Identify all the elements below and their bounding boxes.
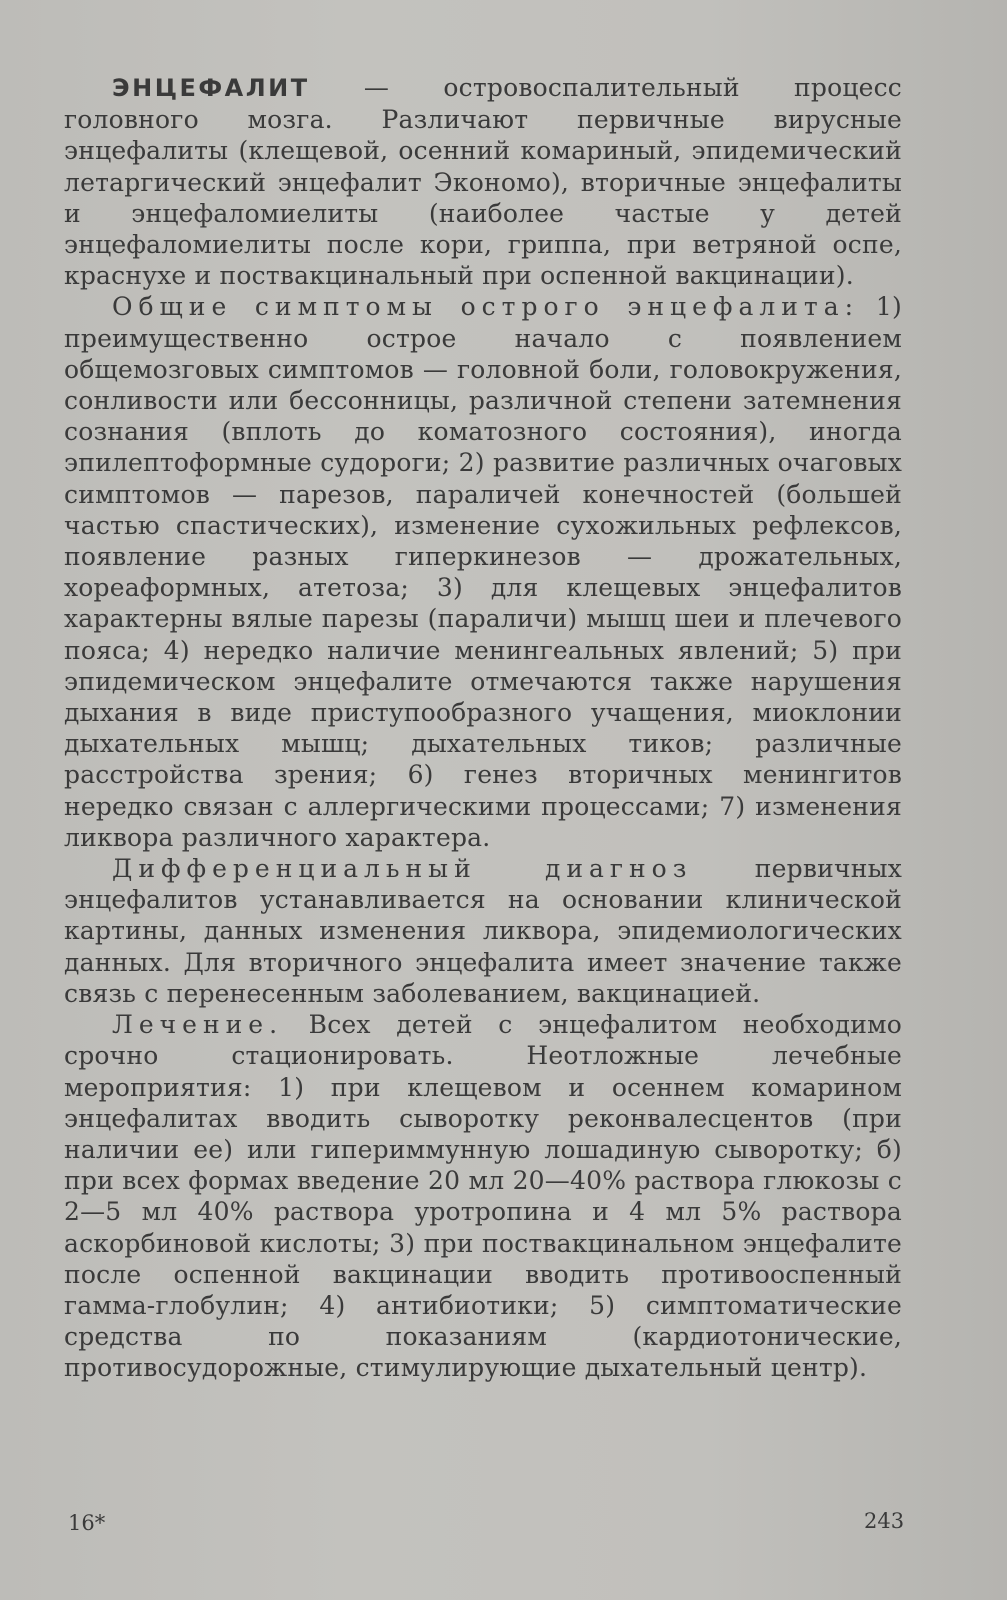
paragraph-treatment [64,1009,902,1383]
diagnosis-heading: Дифференциальный диагноз [112,854,693,884]
definition-text: — островоспалительный процесс головного мозга. Различают первичные вирусные энцефалиты (клещевой, осенний комариный, эпидемический летаргический энцефалит Экономо), вторичные энцефалиты и энцефаломиелиты (наиболее частые у детей энцефаломиелиты после кори, гриппа, при ветряной оспе, краснухе и поствакцинальный при оспенной вакцинации). [64,73,902,291]
entry-term: ЭНЦЕФАЛИТ [112,74,310,102]
paragraph-diagnosis [64,853,902,1009]
signature-mark: 16* [68,1511,106,1535]
paragraph-definition [64,72,902,291]
symptoms-text: 1) преимущественно острое начало с появлением общемозговых симптомов — головной боли, головокружения, сонливости или бессонницы, различной степени затемнения сознания (вплоть до коматозного состояния), иногда эпилептоформные судороги; 2) развитие различных очаговых симптомов — парезов, параличей конечностей (большей частью спастических), изменение сухожильных рефлексов, появление разных гиперкинезов — дрожательных, хореаформных, атетоза; 3) для клещевых энцефалитов характерны вялые парезы (параличи) мышц шеи и плечевого пояса; 4) нередко наличие менингеальных явлений; 5) при эпидемическом энцефалите отмечаются также нарушения дыхания в виде приступообразного учащения, миоклонии дыхательных мышц; дыхательных тиков; различные расстройства зрения; 6) генез вторичных менингитов нередко связан с аллергическими процессами; 7) изменения ликвора различного характера. [64,292,902,852]
paragraph-symptoms [64,291,902,853]
treatment-heading: Лечение. [112,1010,284,1040]
symptoms-heading: Общие симптомы острого энцефалита: [112,292,860,322]
article-body [64,72,902,1384]
treatment-text: Всех детей с энцефалитом необходимо срочно стационировать. Неотложные лечебные мероприятия: 1) при клещевом и осеннем комарином энцефалитах вводить сыворотку реконвалесцентов (при наличии ее) или гипериммунную лошадиную сыворотку; б) при всех формах введение 20 мл 20—40% раствора глюкозы с 2—5 мл 40% раствора уротропина и 4 мл 5% раствора аскорбиновой кислоты; 3) при поствакцинальном энцефалите после оспенной вакцинации вводить противооспенный гамма-глобулин; 4) антибиотики; 5) симптоматические средства по показаниям (кардиотонические, противосудорожные, стимулирующие дыхательный центр). [64,1010,902,1383]
diagnosis-text: первичных энцефалитов устанавливается на основании клинической картины, данных изменения ликвора, эпидемиологических данных. Для вторичного энцефалита имеет значение также связь с перенесенным заболеванием, вакцинацией. [64,854,902,1008]
page-number: 243 [864,1509,905,1533]
